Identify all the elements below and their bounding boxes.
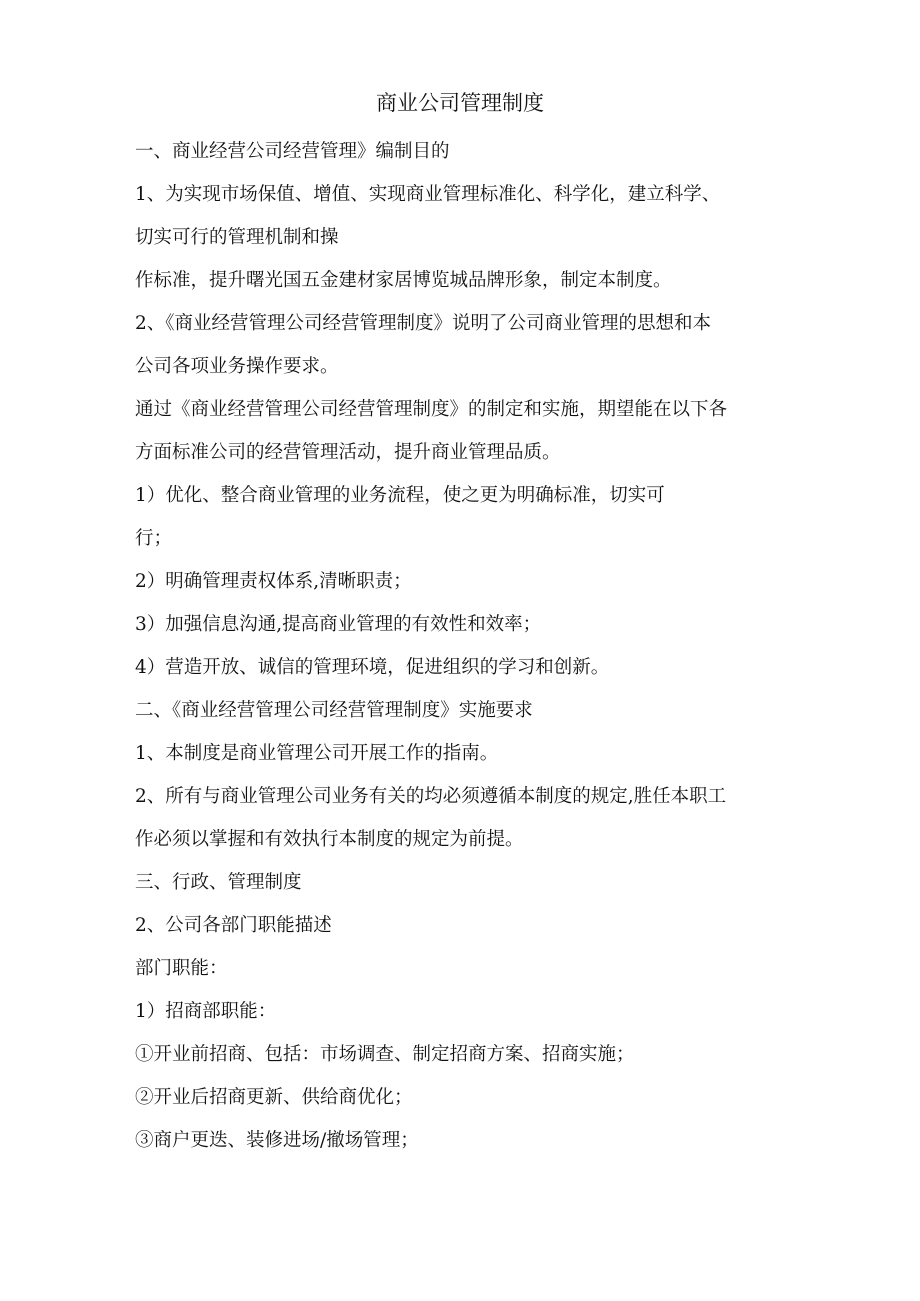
list-item: 2）明确管理责权体系,清晰职责； (135, 571, 412, 592)
paragraph-line: 部门职能： (135, 958, 228, 979)
section-heading-1: 一、商业经营公司经营管理》编制目的 (135, 141, 450, 162)
section-heading-2: 二、《商业经营管理公司经营管理制度》实施要求 (135, 700, 533, 721)
paragraph-line: 作必须以掌握和有效执行本制度的规定为前提。 (135, 829, 524, 850)
list-item-continuation: 行； (135, 528, 173, 549)
subsection-heading: 2、公司各部门职能描述 (135, 915, 332, 936)
page-title: 商业公司管理制度 (376, 91, 544, 115)
list-item: 1）招商部职能： (135, 1001, 277, 1022)
list-item: ①开业前招商、包括：市场调查、制定招商方案、招商实施； (135, 1044, 635, 1065)
paragraph-line: 切实可行的管理机制和操 (135, 227, 339, 248)
paragraph-line: 作标准，提升曙光国五金建材家居博览城品牌形象，制定本制度。 (135, 270, 672, 291)
list-item: ②开业后招商更新、供给商优化； (135, 1087, 413, 1108)
section-heading-3: 三、行政、管理制度 (135, 872, 302, 893)
list-item: 1）优化、整合商业管理的业务流程，使之更为明确标准，切实可 (135, 485, 665, 506)
paragraph-line: 公司各项业务操作要求。 (135, 356, 339, 377)
paragraph-line: 1、为实现市场保值、增值、实现商业管理标准化、科学化，建立科学、 (135, 184, 721, 205)
paragraph-line: 2、所有与商业管理公司业务有关的均必须遵循本制度的规定,胜任本职工 (135, 786, 727, 807)
paragraph-line: 2、《商业经营管理公司经营管理制度》说明了公司商业管理的思想和本 (135, 313, 712, 334)
list-item: 4）营造开放、诚信的管理环境，促进组织的学习和创新。 (135, 657, 610, 678)
paragraph-line: 1、本制度是商业管理公司开展工作的指南。 (135, 743, 499, 764)
paragraph-line: 通过《商业经营管理公司经营管理制度》的制定和实施，期望能在以下各 (135, 399, 728, 420)
list-item: 3）加强信息沟通,提高商业管理的有效性和效率； (135, 614, 542, 635)
paragraph-line: 方面标准公司的经营管理活动，提升商业管理品质。 (135, 442, 561, 463)
list-item: ③商户更迭、装修进场/撤场管理； (135, 1130, 419, 1151)
